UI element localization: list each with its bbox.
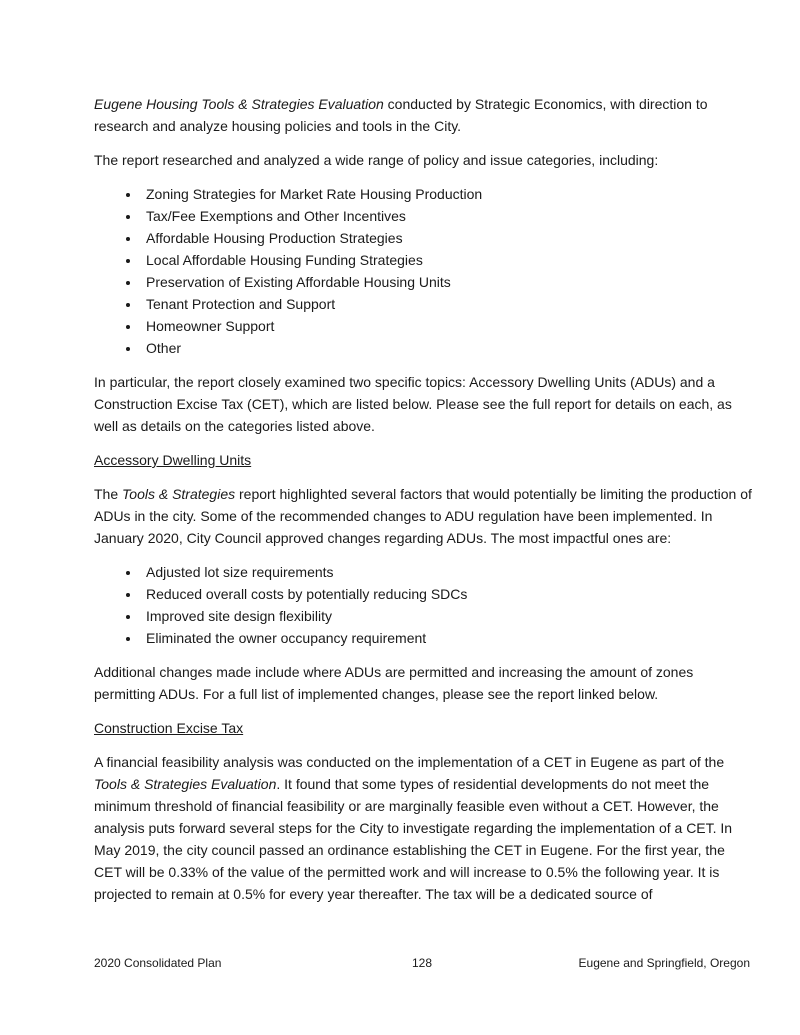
list-item: • Improved site design flexibility [141,605,752,627]
list-item: • Reduced overall costs by potentially reducing SDCs [141,583,752,605]
intro-paragraph-1 [94,93,752,137]
list-item: • Tax/Fee Exemptions and Other Incentives [141,205,752,227]
list-item: • Tenant Protection and Support [141,293,752,315]
list-item: • Adjusted lot size requirements [141,561,752,583]
adu-paragraph-1-pre: The [94,486,123,502]
list-item: • Homeowner Support [141,315,752,337]
intro-paragraph-1-text: conducted by Strategic Economics, with direction to research and analyze housing policies and tools in the City. [94,96,708,134]
cet-paragraph-1-pre: A financial feasibility analysis was conducted on the implementation of a CET in Eugene as part of the [94,754,725,770]
footer-page-number: 128 [411,956,433,970]
report-title-italic: Tools & Strategies Evaluation [94,776,277,792]
list-item: • Local Affordable Housing Funding Strategies [141,249,752,271]
cet-paragraph-1-text: . It found that some types of residential developments do not meet the minimum threshold of financial feasibility or are marginally feasible even without a CET. However, the analysis puts forward several steps for the City to investigate regarding the implementation of a CET. In May 2019, the city council passed an ordinance establishing the CET in Eugene. For the first year, the CET will be 0.33% of the value of the permitted work and will increase to 0.5% the following year. It is projected to remain at 0.5% for every year thereafter. The tax will be a dedicated source of [94,776,733,902]
list-item: • Preservation of Existing Affordable Housing Units [141,271,752,293]
adu-paragraph-2: Additional changes made include where ADUs are permitted and increasing the amount of zones permitting ADUs. For a full list of implemented changes, please see the report linked below. [94,664,694,702]
list-item: • Eliminated the owner occupancy requirement [141,627,752,649]
adu-heading: Accessory Dwelling Units [94,452,252,468]
list-item: • Zoning Strategies for Market Rate Housing Production [141,183,752,205]
adu-paragraph-1 [94,483,752,549]
adu-paragraph-1-text: report highlighted several factors that would potentially be limiting the production of ADUs in the city. Some of the recommended changes to ADU regulation have been implemented. In January 2020, City Council approved changes regarding ADUs. The most impactful ones are: [94,486,752,546]
intro-paragraph-3: In particular, the report closely examined two specific topics: Accessory Dwelling Units (ADUs) and a Construction Excise Tax (CET), which are listed below. Please see the full report for details on each, as well as details on the categories listed above. [94,374,732,434]
report-title-italic: Tools & Strategies [122,486,236,502]
list-item: • Affordable Housing Production Strategies [141,227,752,249]
footer-location: Eugene and Springfield, Oregon [578,956,750,970]
cet-paragraph-1 [94,751,752,905]
category-list [94,183,752,359]
footer-doc-title: 2020 Consolidated Plan [94,956,222,970]
adu-changes-list [94,561,752,649]
page-content [94,93,752,917]
list-item: • Other [141,337,752,359]
cet-heading: Construction Excise Tax [94,720,244,736]
page-footer [94,956,750,971]
intro-paragraph-2: The report researched and analyzed a wide range of policy and issue categories, including: [94,152,659,168]
report-title-italic: Eugene Housing Tools & Strategies Evaluation [94,96,384,112]
